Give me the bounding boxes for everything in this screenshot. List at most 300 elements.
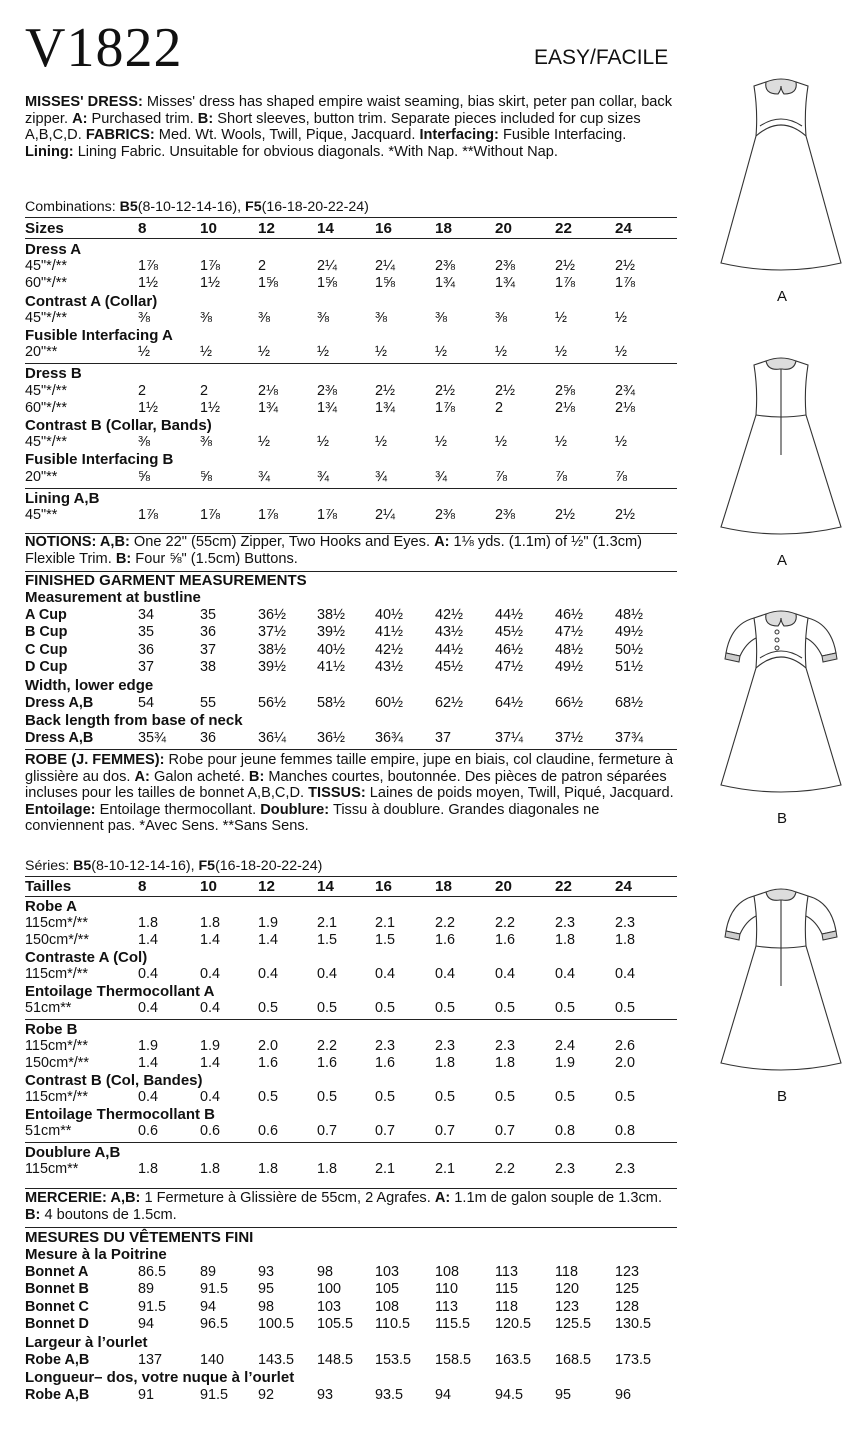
yardage-en-section-heading xyxy=(25,417,677,434)
finished-en-cell: 62½ xyxy=(435,694,464,711)
sleeve-band-left xyxy=(725,931,740,940)
finished-en-cell: 37½ xyxy=(555,729,584,746)
size-14: 14 xyxy=(317,878,334,895)
finished-en-cell: 64½ xyxy=(495,694,524,711)
yardage-fr-cell: 2.3 xyxy=(375,1038,396,1054)
yardage-en-cell: ⅜ xyxy=(495,309,508,326)
finished-en-cell: 35 xyxy=(138,624,155,641)
finished-en-cell: 37¾ xyxy=(615,729,644,746)
finished-fr-cell: 158.5 xyxy=(435,1351,472,1368)
yardage-en-row-label: 60"*/** xyxy=(25,275,67,292)
finished-fr-cell: 125.5 xyxy=(555,1316,592,1333)
finished-en-cell: 48½ xyxy=(615,606,644,623)
yardage-fr-cell: 0.4 xyxy=(138,1000,159,1016)
yardage-fr-table-row xyxy=(25,932,677,949)
dress-outline xyxy=(721,614,841,792)
yardage-en-cell: ½ xyxy=(615,309,628,326)
yardage-fr-cell: 1.9 xyxy=(555,1055,576,1071)
rule-line xyxy=(25,876,677,877)
yardage-fr-cell: 0.4 xyxy=(138,966,159,982)
yardage-fr-row-label: 150cm*/** xyxy=(25,1055,89,1071)
size-8: 8 xyxy=(138,220,147,237)
finished-en-cell: 49½ xyxy=(555,659,584,676)
finished-fr-cell: 91.5 xyxy=(200,1281,229,1298)
finished-en-row-label: Measurement at bustline xyxy=(25,589,201,606)
finished-fr-cell: 96.5 xyxy=(200,1316,229,1333)
yardage-en-section-heading xyxy=(25,490,677,507)
yardage-en-cell: ⅜ xyxy=(200,309,213,326)
yardage-fr-table-row xyxy=(25,1055,677,1072)
yardage-fr-cell: 0.6 xyxy=(138,1123,159,1139)
combinations-fr-range1: (8-10-12-14-16), xyxy=(91,858,199,874)
finished-fr-cell: 108 xyxy=(435,1263,460,1280)
description-fr-bold: ROBE (J. FEMMES): xyxy=(25,752,165,768)
yardage-fr-table-row xyxy=(25,1123,677,1140)
yardage-fr-cell: 1.6 xyxy=(375,1055,396,1071)
yardage-en-cell: 2 xyxy=(138,382,147,399)
yardage-en-cell: ¾ xyxy=(317,468,330,485)
description-en-text: Misses' dress has shaped empire waist seaming, bias skirt, peter pan collar, back zipper. xyxy=(25,94,673,127)
yardage-fr-cell: 1.5 xyxy=(317,932,338,948)
peter-pan-collar xyxy=(766,358,796,369)
yardage-en-cell: ⅜ xyxy=(258,309,271,326)
yardage-fr-cell: 2.1 xyxy=(375,1161,396,1177)
combinations-fr xyxy=(25,858,322,874)
yardage-fr-row-label: 51cm** xyxy=(25,1000,72,1016)
yardage-en-cell: 1½ xyxy=(138,399,159,416)
yardage-en-cell: ⅜ xyxy=(375,309,388,326)
yardage-en-cell: ¾ xyxy=(258,468,271,485)
yardage-en-cell: 2⅜ xyxy=(435,507,456,523)
description-fr-text: Entoilage thermocollant. xyxy=(95,801,261,818)
finished-fr-cell: 100 xyxy=(317,1281,342,1298)
yardage-fr-cell: 2.0 xyxy=(615,1055,636,1071)
yardage-en-cell: 1⅞ xyxy=(138,258,159,275)
finished-en-cell: 47½ xyxy=(495,659,524,676)
yardage-fr-cell: 2.4 xyxy=(555,1038,576,1054)
finished-fr-table-row xyxy=(25,1281,677,1298)
finished-fr-cell: 115.5 xyxy=(435,1316,470,1333)
yardage-en-cell: 1¾ xyxy=(258,399,279,416)
yardage-fr-cell: 1.5 xyxy=(375,932,396,948)
description-en-bold: FABRICS: xyxy=(85,127,155,144)
rule-line xyxy=(25,488,677,489)
finished-fr-cell: 94.5 xyxy=(495,1386,524,1403)
size-22: 22 xyxy=(555,878,572,895)
notions-en-bold: NOTIONS: A,B: xyxy=(25,534,130,550)
yardage-fr-cell: 0.7 xyxy=(317,1123,338,1139)
finished-fr-cell: 98 xyxy=(317,1263,334,1280)
yardage-fr-cell: 0.5 xyxy=(555,1000,576,1016)
yardage-fr-cell: 1.4 xyxy=(200,1055,221,1071)
rule-line xyxy=(25,217,677,218)
yardage-en-section-heading xyxy=(25,241,677,258)
notions-en xyxy=(25,534,677,567)
description-fr-text: Robe pour jeune femmes taille empire, jupe en biais, col claudine, fermeture à glissière au dos. xyxy=(25,752,674,785)
finished-fr-cell: 128 xyxy=(615,1298,640,1315)
finished-fr-cell: 148.5 xyxy=(317,1351,354,1368)
size-16: 16 xyxy=(375,220,392,237)
yardage-fr-cell: 0.7 xyxy=(375,1123,396,1139)
finished-en-cell: 49½ xyxy=(615,624,644,641)
yardage-fr-cell: 0.4 xyxy=(200,966,221,982)
yardage-en-row-label: 45"*/** xyxy=(25,258,67,275)
yardage-fr-cell: 1.9 xyxy=(258,915,279,931)
size-8: 8 xyxy=(138,878,147,895)
yardage-en-cell: 2⅝ xyxy=(555,382,576,399)
combinations-en-f5: F5 xyxy=(245,199,262,215)
yardage-en-cell: 1¾ xyxy=(495,275,516,292)
finished-fr-cell: 103 xyxy=(375,1263,400,1280)
yardage-en-cell: ¾ xyxy=(435,468,448,485)
finished-en-cell: 46½ xyxy=(555,606,584,623)
yardage-fr-cell: 0.5 xyxy=(375,1089,396,1105)
rule-line xyxy=(25,1188,677,1189)
yardage-en-cell: 2¼ xyxy=(375,258,396,275)
finished-fr-row-label: Bonnet D xyxy=(25,1316,89,1333)
rule-line xyxy=(25,749,677,750)
yardage-en-cell: ½ xyxy=(375,344,388,361)
finished-fr-cell: 94 xyxy=(138,1316,155,1333)
dress-a-front-drawing xyxy=(716,66,846,276)
size-24: 24 xyxy=(615,878,632,895)
yardage-en-cell: ⅜ xyxy=(138,434,151,451)
notions-fr-bold: B: xyxy=(25,1206,41,1223)
button-trim xyxy=(775,638,779,642)
yardage-fr-cell: 2.2 xyxy=(317,1038,338,1054)
yardage-en-row-label: Dress A xyxy=(25,241,82,258)
yardage-fr-cell: 0.4 xyxy=(375,966,396,982)
finished-en-cell: 36 xyxy=(200,624,217,641)
yardage-en-cell: 1⅝ xyxy=(317,275,338,292)
yardage-fr-cell: 0.5 xyxy=(317,1000,338,1016)
finished-fr-cell: 95 xyxy=(258,1281,275,1298)
empire-seam xyxy=(756,657,806,668)
yardage-en-section-heading xyxy=(25,451,677,468)
yardage-fr-row-label: Robe B xyxy=(25,1021,78,1038)
description-fr-bold: TISSUS: xyxy=(308,785,366,802)
yardage-en-row-label: 20"** xyxy=(25,344,58,361)
finished-en-cell: 39½ xyxy=(317,624,346,641)
yardage-en-cell: 2½ xyxy=(615,507,636,523)
description-fr-bold: Doublure: xyxy=(260,801,330,818)
yardage-en-table-row xyxy=(25,400,677,417)
view-label-a: A xyxy=(776,552,787,569)
finished-en-cell: 45½ xyxy=(495,624,524,641)
yardage-fr-cell: 2.2 xyxy=(435,915,456,931)
yardage-en-cell: 2½ xyxy=(375,382,396,399)
finished-fr-cell: 93 xyxy=(258,1263,275,1280)
yardage-fr-cell: 2.1 xyxy=(317,915,338,931)
finished-fr-cell: 123 xyxy=(615,1263,640,1280)
yardage-fr-cell: 2.3 xyxy=(615,915,636,931)
description-en-text: Med. Wt. Wools, Twill, Pique, Jacquard. xyxy=(154,127,420,144)
peter-pan-collar xyxy=(766,889,796,900)
size-10: 10 xyxy=(200,878,217,895)
yardage-en-cell: 2⅜ xyxy=(317,382,338,399)
finished-en-cell: 60½ xyxy=(375,694,404,711)
yardage-fr-section-heading xyxy=(25,1106,677,1123)
yardage-fr-cell: 1.8 xyxy=(317,1161,338,1177)
description-en-bold: B: xyxy=(197,110,214,127)
yardage-en-cell: ⅝ xyxy=(200,468,213,485)
yardage-en-row-label: Lining A,B xyxy=(25,489,100,507)
description-fr-bold: Entoilage: xyxy=(25,801,96,818)
yardage-en-cell: 1⅞ xyxy=(138,507,159,523)
yardage-fr-cell: 2.1 xyxy=(375,915,396,931)
yardage-en-row-label: 45"** xyxy=(25,507,58,523)
yardage-fr-cell: 0.5 xyxy=(435,1000,456,1016)
yardage-en-cell: ½ xyxy=(258,344,271,361)
finished-en-cell: 44½ xyxy=(495,606,524,623)
finished-fr-table-row xyxy=(25,1387,677,1404)
yardage-en-cell: ¾ xyxy=(375,468,388,485)
finished-fr-table-row xyxy=(25,1352,677,1369)
finished-en-table-row xyxy=(25,695,677,712)
yardage-en-row-label: 20"** xyxy=(25,468,58,485)
finished-fr-cell: 100.5 xyxy=(258,1316,295,1333)
sleeve-band-right xyxy=(822,931,837,940)
finished-fr-cell: 93.5 xyxy=(375,1386,404,1403)
yardage-en-cell: 2⅛ xyxy=(258,382,279,399)
size-14: 14 xyxy=(317,220,334,237)
finished-en-cell: 40½ xyxy=(375,606,404,623)
description-en-bold: Interfacing: xyxy=(419,127,499,144)
yardage-en-cell: ½ xyxy=(435,344,448,361)
yardage-en-cell: ⅝ xyxy=(138,468,151,485)
yardage-fr-cell: 1.4 xyxy=(138,1055,159,1071)
finished-fr-cell: 143.5 xyxy=(258,1351,295,1368)
yardage-en-table-row xyxy=(25,434,677,451)
yardage-en-cell: 2⅛ xyxy=(615,399,636,416)
yardage-fr-cell: 0.5 xyxy=(495,1089,516,1105)
finished-fr-row-label: Bonnet C xyxy=(25,1298,89,1315)
yardage-en-cell: 2½ xyxy=(615,258,636,275)
finished-en-row-label: Dress A,B xyxy=(25,729,94,746)
finished-fr-cell: 163.5 xyxy=(495,1351,532,1368)
yardage-fr-cell: 2.2 xyxy=(495,915,516,931)
yardage-fr-section-heading xyxy=(25,1144,677,1161)
finished-en-cell: 40½ xyxy=(317,641,346,658)
finished-en-cell: 43½ xyxy=(375,659,404,676)
finished-en-cell: 58½ xyxy=(317,694,346,711)
yardage-fr-cell: 2.0 xyxy=(258,1038,279,1054)
yardage-fr-table-row xyxy=(25,966,677,983)
finished-en-table-row xyxy=(25,730,677,747)
yardage-en-cell: 2⅜ xyxy=(495,258,516,275)
notions-fr-text: 4 boutons de 1.5cm. xyxy=(40,1206,177,1223)
yardage-fr-row-label: Doublure A,B xyxy=(25,1144,121,1161)
yardage-fr-table-row xyxy=(25,1038,677,1055)
notions-en-text: One 22" (55cm) Zipper, Two Hooks and Eyes. xyxy=(129,534,435,550)
yardage-en-cell: 2 xyxy=(258,258,267,275)
finished-fr-table-row xyxy=(25,1264,677,1281)
yardage-fr-cell: 0.5 xyxy=(555,1089,576,1105)
sleeve-left xyxy=(726,618,756,656)
yardage-en-cell: 1½ xyxy=(200,399,221,416)
finished-en-row-label: Back length from base of neck xyxy=(25,712,243,730)
yardage-fr-cell: 0.5 xyxy=(435,1089,456,1105)
size-16: 16 xyxy=(375,878,392,895)
button-trim xyxy=(775,630,779,634)
finished-fr-cell: 120 xyxy=(555,1281,580,1298)
yardage-en-cell: 1⅞ xyxy=(200,507,221,523)
description-fr-text: Laines de poids moyen, Twill, Piqué, Jacquard. xyxy=(365,785,674,802)
yardage-en-cell: 1¾ xyxy=(317,399,338,416)
finished-title-en: FINISHED GARMENT MEASUREMENTS xyxy=(25,572,307,589)
yardage-fr-cell: 0.4 xyxy=(615,966,636,982)
description-en-bold: Lining: xyxy=(25,143,74,160)
yardage-en-cell: ⅜ xyxy=(435,309,448,326)
yardage-en-cell: ½ xyxy=(138,344,151,361)
yardage-fr-row-label: 115cm** xyxy=(25,1161,79,1177)
finished-en-cell: 66½ xyxy=(555,694,584,711)
yardage-fr-cell: 2.2 xyxy=(495,1161,516,1177)
finished-fr-cell: 125 xyxy=(615,1281,640,1298)
finished-en-cell: 37¼ xyxy=(495,729,524,746)
yardage-en-row-label: 45"*/** xyxy=(25,434,67,451)
finished-fr-cell: 153.5 xyxy=(375,1351,412,1368)
notions-fr-bold: MERCERIE: A,B: xyxy=(25,1190,141,1206)
finished-en-cell: 34 xyxy=(138,606,155,623)
sleeve-band-right xyxy=(822,653,837,662)
finished-fr-row-label: Largeur à l’ourlet xyxy=(25,1334,148,1351)
yardage-fr-cell: 0.5 xyxy=(615,1000,636,1016)
yardage-en-cell: 2½ xyxy=(555,258,576,275)
size-20: 20 xyxy=(495,220,512,237)
yardage-en-row-label: Contrast B (Collar, Bands) xyxy=(25,417,212,434)
finished-fr-cell: 98 xyxy=(258,1298,275,1315)
yardage-fr-section-heading xyxy=(25,949,677,966)
yardage-en-cell: ⅜ xyxy=(317,309,330,326)
yardage-fr-cell: 0.4 xyxy=(200,1000,221,1016)
yardage-fr-cell: 0.5 xyxy=(375,1000,396,1016)
finished-fr-cell: 113 xyxy=(435,1298,458,1315)
finished-en-table-row xyxy=(25,624,677,641)
button-trim xyxy=(775,646,779,650)
yardage-fr-table-row xyxy=(25,915,677,932)
yardage-en-cell: 1¾ xyxy=(435,275,456,292)
yardage-fr-cell: 2.1 xyxy=(435,1161,456,1177)
yardage-en-cell: ½ xyxy=(317,344,330,361)
yardage-fr-table-row xyxy=(25,1089,677,1106)
yardage-fr-cell: 1.8 xyxy=(200,1161,221,1177)
rule-line xyxy=(25,1227,677,1228)
yardage-en-table-row xyxy=(25,275,677,292)
finished-en-cell: 54 xyxy=(138,694,155,711)
finished-en-cell: 55 xyxy=(200,694,217,711)
yardage-en-cell: ½ xyxy=(555,434,568,451)
finished-en-cell: 43½ xyxy=(435,624,464,641)
finished-en-cell: 36¾ xyxy=(375,729,404,746)
finished-fr-cell: 113 xyxy=(495,1263,518,1280)
size-18: 18 xyxy=(435,878,452,895)
yardage-fr-cell: 2.3 xyxy=(555,915,576,931)
finished-en-cell: 36¼ xyxy=(258,729,287,746)
finished-title-fr: MESURES DU VÊTEMENTS FINI xyxy=(25,1229,254,1246)
yardage-fr-cell: 0.6 xyxy=(200,1123,221,1139)
yardage-fr-row-label: 115cm*/** xyxy=(25,1038,88,1054)
yardage-en-table-row xyxy=(25,383,677,400)
yardage-fr-row-label: Contraste A (Col) xyxy=(25,949,148,966)
finished-fr-cell: 105.5 xyxy=(317,1316,354,1333)
yardage-en-cell: ½ xyxy=(555,309,568,326)
finished-fr-table-row xyxy=(25,1316,677,1333)
yardage-fr-cell: 0.8 xyxy=(615,1123,636,1139)
yardage-en-cell: ½ xyxy=(435,434,448,451)
finished-fr-section-heading xyxy=(25,1334,677,1351)
yardage-fr-cell: 0.4 xyxy=(138,1089,159,1105)
yardage-fr-cell: 1.6 xyxy=(435,932,456,948)
yardage-fr-cell: 1.6 xyxy=(495,932,516,948)
combinations-en-b5: B5 xyxy=(119,199,138,215)
finished-en-cell: 38 xyxy=(200,659,217,676)
yardage-fr-row-label: Robe A xyxy=(25,898,77,915)
yardage-fr-cell: 1.4 xyxy=(138,932,159,948)
yardage-fr-row-label: 115cm*/** xyxy=(25,966,88,982)
combinations-fr-f5: F5 xyxy=(198,858,216,874)
finished-fr-cell: 123 xyxy=(555,1298,580,1315)
notions-fr-text: 1.1m de galon souple de 1.3cm. xyxy=(450,1190,662,1206)
yardage-en-cell: ½ xyxy=(200,344,213,361)
finished-fr-row-label: Robe A,B xyxy=(25,1351,90,1368)
finished-en-table-row xyxy=(25,642,677,659)
yardage-fr-cell: 1.9 xyxy=(200,1038,221,1054)
size-20: 20 xyxy=(495,878,512,895)
yardage-en-cell: ⅞ xyxy=(615,468,628,485)
yardage-en-cell: 2⅛ xyxy=(555,399,576,416)
finished-en-table-row xyxy=(25,607,677,624)
yardage-en-cell: 2⅜ xyxy=(495,507,516,523)
description-fr xyxy=(25,752,677,835)
sizes-header-en xyxy=(25,220,677,237)
yardage-en-cell: 1½ xyxy=(138,275,159,292)
finished-fr-cell: 91.5 xyxy=(138,1298,167,1315)
description-fr-bold: B: xyxy=(248,768,265,785)
sleeve-left xyxy=(726,896,756,934)
finished-fr-cell: 91 xyxy=(138,1386,155,1403)
yardage-fr-cell: 0.4 xyxy=(317,966,338,982)
finished-en-section-heading xyxy=(25,712,677,729)
yardage-en-cell: ½ xyxy=(555,344,568,361)
yardage-fr-cell: 1.8 xyxy=(200,915,221,931)
difficulty-label: EASY/FACILE xyxy=(534,46,669,69)
yardage-fr-cell: 1.8 xyxy=(435,1055,456,1071)
combinations-en xyxy=(25,199,369,215)
yardage-fr-section-heading xyxy=(25,1021,677,1038)
finished-en-cell: 47½ xyxy=(555,624,584,641)
yardage-fr-cell: 0.5 xyxy=(317,1089,338,1105)
finished-en-cell: 36 xyxy=(200,729,217,746)
yardage-en-cell: 2¼ xyxy=(317,258,338,275)
yardage-en-cell: 1⅞ xyxy=(435,399,456,416)
yardage-fr-row-label: Entoilage Thermocollant B xyxy=(25,1106,216,1123)
finished-en-cell: 35 xyxy=(200,606,217,623)
notions-fr-text: 1 Fermeture à Glissière de 55cm, 2 Agrafes. xyxy=(140,1190,435,1206)
yardage-fr-table-row xyxy=(25,1000,677,1017)
finished-en-row-label: B Cup xyxy=(25,624,68,641)
finished-fr-cell: 130.5 xyxy=(615,1316,652,1333)
yardage-fr-cell: 0.4 xyxy=(200,1089,221,1105)
finished-en-cell: 56½ xyxy=(258,694,287,711)
yardage-fr-cell: 0.5 xyxy=(258,1089,279,1105)
rule-line xyxy=(25,896,677,897)
finished-fr-cell: 137 xyxy=(138,1351,163,1368)
yardage-en-table-row xyxy=(25,258,677,275)
peter-pan-collar xyxy=(766,611,797,626)
finished-en-row-label: Width, lower edge xyxy=(25,677,154,694)
finished-fr-cell: 95 xyxy=(555,1386,572,1403)
